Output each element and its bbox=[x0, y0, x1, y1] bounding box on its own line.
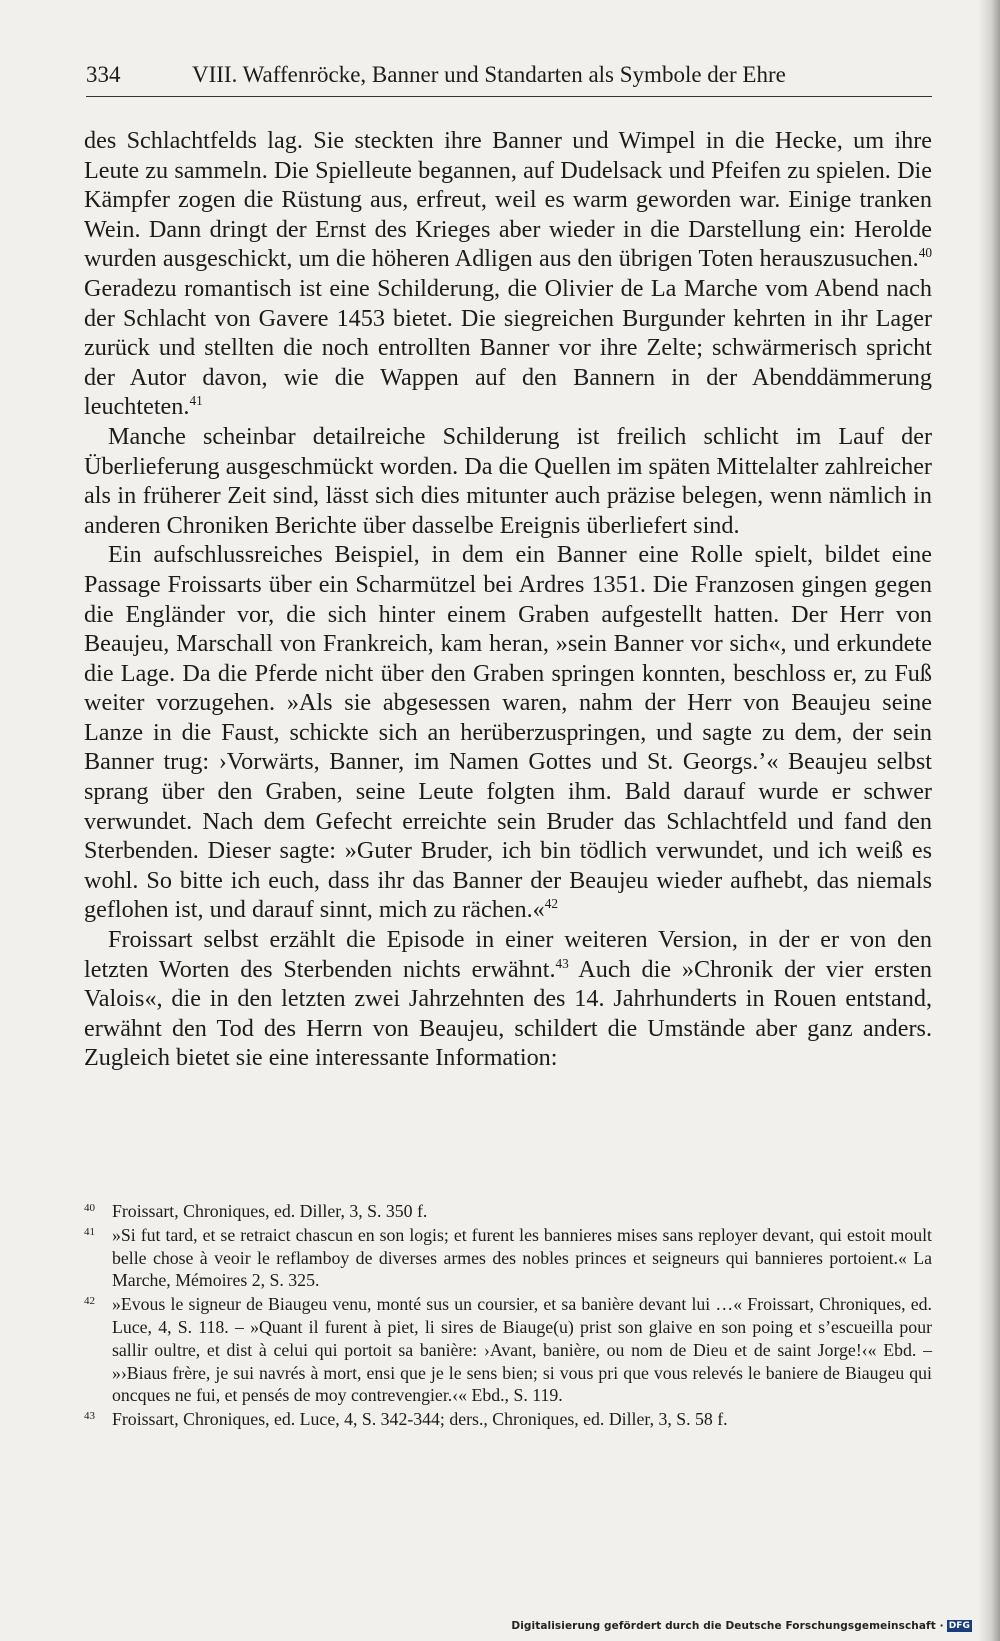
footnote-ref-41: 41 bbox=[189, 393, 203, 409]
footnote-number: 41 bbox=[84, 1225, 95, 1238]
footnote-text: »Evous le signeur de Biaugeu venu, monté sus un coursier, et sa banière devant lui …« Froissart, Chroniques, ed. Luce, 4, S. 118. – »Quant il furent à piet, li sires de Biauge(u) prist son glaive en son poing et s’escueilla pour sallir oultre, et dist à celui qui portoit sa banière: ›Avant, banière, ou nom de Dieu et de saint Jorge!‹« Ebd. – »›Biaus frère, je sui navrés à mort, ensi que je le sens bien; si vous pri que vous relevés le baniere de Biaugeu qui oncques ne fui, et pensés de moy contrevengier.‹« Ebd., S. 119. bbox=[112, 1294, 932, 1406]
page-edge-shadow bbox=[978, 0, 1000, 1641]
footnote-ref-40: 40 bbox=[918, 245, 932, 261]
footnote-42 bbox=[84, 1293, 932, 1407]
footnote-text: Froissart, Chroniques, ed. Diller, 3, S. 350 f. bbox=[112, 1201, 428, 1221]
paragraph-3: Ein aufschlussreiches Beispiel, in dem ein Banner eine Rolle spielt, bildet eine Passage Froissarts über ein Scharmützel bei Ardres 1351. Die Franzosen gingen gegen die Engländer vor, die sich hinter einem Graben aufgestellt hatten. Der Herr von Beaujeu, Marschall von Frankreich, kam heran, »sein Banner vor sich«, und erkundete die Lage. Da die Pferde nicht über den Graben springen konnten, beschloss er, zu Fuß weiter vorzugehen. »Als sie abgesessen waren, nahm der Herr von Beaujeu seine Lanze in die Faust, schickte sich an herüberzuspringen, und sagte zu dem, der sein Banner trug: ›Vorwärts, Banner, im Namen Gottes und St. Georgs.’« Beaujeu selbst sprang über den Graben, seine Leute folgten ihm. Bald darauf wurde er schwer verwundet. Nach dem Gefecht erreichte sein Bruder das Schlachtfeld und fand den Sterbenden. Dieser sagte: »Guter Bruder, ich bin tödlich verwundet, und ich weiß es wohl. So bitte ich euch, dass ihr das Banner der Beaujeu wieder aufhebt, das niemals geflohen ist, und darauf sinnt, mich zu rächen.«$^{42}$ bbox=[84, 541, 932, 924]
paragraph-1: des Schlachtfelds lag. Sie steckten ihre Banner und Wimpel in die Hecke, um ihre Leute zu sammeln. Die Spielleute begannen, auf Dudelsack und Pfeifen zu spielen. Die Kämpfer zogen die Rüstung aus, erfreut, weil es warm geworden war. Einige tranken Wein. Dann dringt der Ernst des Krieges aber wieder in die Darstellung ein: Herolde wurden ausgeschickt, um die höheren Adligen aus den übrigen Toten herauszusuchen.$^{40}$ Geradezu romantisch ist eine Schilderung, die Olivier de La Marche vom Abend nach der Schlacht von Gavere 1453 bietet. Die siegreichen Burgunder kehrten in ihr Lager zurück und stellten die noch entrollten Banner vor ihre Zelte; schwärmerisch spricht der Autor davon, wie die Wappen auf den Bannern in der Abenddämmerung leuchteten.$^{41}$ bbox=[84, 127, 932, 421]
footnote-43 bbox=[84, 1408, 932, 1431]
footnote-40 bbox=[84, 1200, 932, 1223]
credit-text: Digitalisierung gefördert durch die Deutsche Forschungsgemeinschaft · bbox=[511, 1620, 944, 1632]
footnote-number: 43 bbox=[84, 1410, 95, 1423]
footnote-number: 42 bbox=[84, 1295, 95, 1308]
paragraph-2: Manche scheinbar detailreiche Schilderung ist freilich schlicht im Lauf der Überlieferung ausgeschmückt worden. Da die Quellen im späten Mittelalter zahlreicher als in früherer Zeit sind, lässt sich dies mitunter auch präzise belegen, wenn nämlich in anderen Chroniken Berichte über dasselbe Ereignis überliefert sind. bbox=[84, 422, 932, 539]
footnote-ref-43: 43 bbox=[555, 955, 569, 971]
footnote-text: Froissart, Chroniques, ed. Luce, 4, S. 342-344; ders., Chroniques, ed. Diller, 3, S. 58 f. bbox=[112, 1409, 728, 1430]
digitization-credit bbox=[511, 1620, 972, 1632]
footnotes bbox=[84, 1200, 932, 1432]
footnote-41 bbox=[84, 1224, 932, 1292]
running-title: VIII. Waffenröcke, Banner und Standarten als Symbole der Ehre bbox=[192, 62, 786, 87]
dfg-logo-icon: DFG bbox=[948, 1621, 970, 1631]
footnote-text: »Si fut tard, et se retraict chascun en son logis; et furent les bannieres mises sans reployer devant, qui estoit moult belle chose à veoir le reflamboy de diverses armes des nobles princes et seigneurs qui bannieres portoient.« La Marche, Mémoires 2, S. 325. bbox=[112, 1224, 932, 1291]
page-number: 334 bbox=[86, 62, 121, 87]
footnote-number: 40 bbox=[84, 1202, 95, 1214]
footnote-ref-42: 42 bbox=[544, 896, 559, 912]
paragraph-4: Froissart selbst erzählt die Episode in einer weiteren Version, in der er von den letzten Worten des Sterbenden nichts erwähnt.$^{43}$ Auch die »Chronik der vier ersten Valois«, die in den letzten zwei Jahrzehnten des 14. Jahrhunderts in Rouen entstand, erwähnt den Tod des Herrn von Beaujeu, schildert die Umstände aber ganz anders. Zugleich bietet sie eine interessante Information: bbox=[84, 926, 932, 1072]
header-rule bbox=[86, 96, 932, 97]
main-text bbox=[84, 126, 932, 1073]
